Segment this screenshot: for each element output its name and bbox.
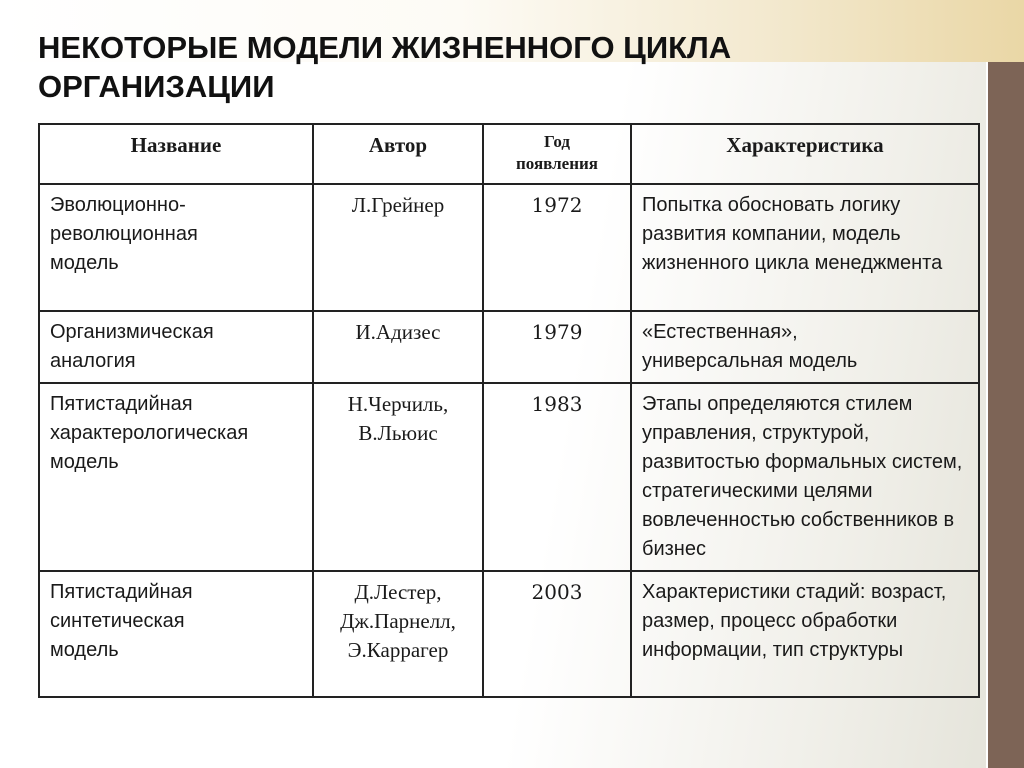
cell-description: Характеристики стадий: возраст, размер, процесс обработки информации, тип структуры [631, 571, 979, 697]
cell-author: Л.Грейнер [313, 184, 483, 311]
cell-name: Пятистадийная синтетическая модель [39, 571, 313, 697]
table-row [39, 383, 979, 571]
cell-year: 1983 [483, 383, 631, 571]
lifecycle-models-table [38, 123, 980, 698]
slide-title-line-2: ОРГАНИЗАЦИИ [38, 69, 275, 104]
cell-author: Д.Лестер, Дж.Парнелл, Э.Каррагер [313, 571, 483, 697]
cell-year: 2003 [483, 571, 631, 697]
decorative-side-bar [988, 62, 1024, 768]
slide-title-line-1: НЕКОТОРЫЕ МОДЕЛИ ЖИЗНЕННОГО ЦИКЛА [38, 30, 732, 65]
header-year: Год появления [483, 124, 631, 184]
table-row [39, 184, 979, 311]
header-author: Автор [313, 124, 483, 184]
cell-author: Н.Черчиль, В.Льюис [313, 383, 483, 571]
cell-description: Этапы определяются стилем управления, структурой, развитостью формальных систем, стратегическими целями вовлеченностью собственников в бизнес [631, 383, 979, 571]
cell-year: 1972 [483, 184, 631, 311]
cell-name: Пятистадийная характерологическая модель [39, 383, 313, 571]
table-row [39, 571, 979, 697]
table-row [39, 311, 979, 383]
cell-year: 1979 [483, 311, 631, 383]
cell-author: И.Адизес [313, 311, 483, 383]
cell-name: Организмическая аналогия [39, 311, 313, 383]
header-characteristic: Характеристика [631, 124, 979, 184]
header-name: Название [39, 124, 313, 184]
slide-title [38, 28, 938, 106]
cell-description: Попытка обосновать логику развития компании, модель жизненного цикла менеджмента [631, 184, 979, 311]
table-header-row [39, 124, 979, 184]
cell-name: Эволюционно- революционная модель [39, 184, 313, 311]
cell-description: «Естественная», универсальная модель [631, 311, 979, 383]
